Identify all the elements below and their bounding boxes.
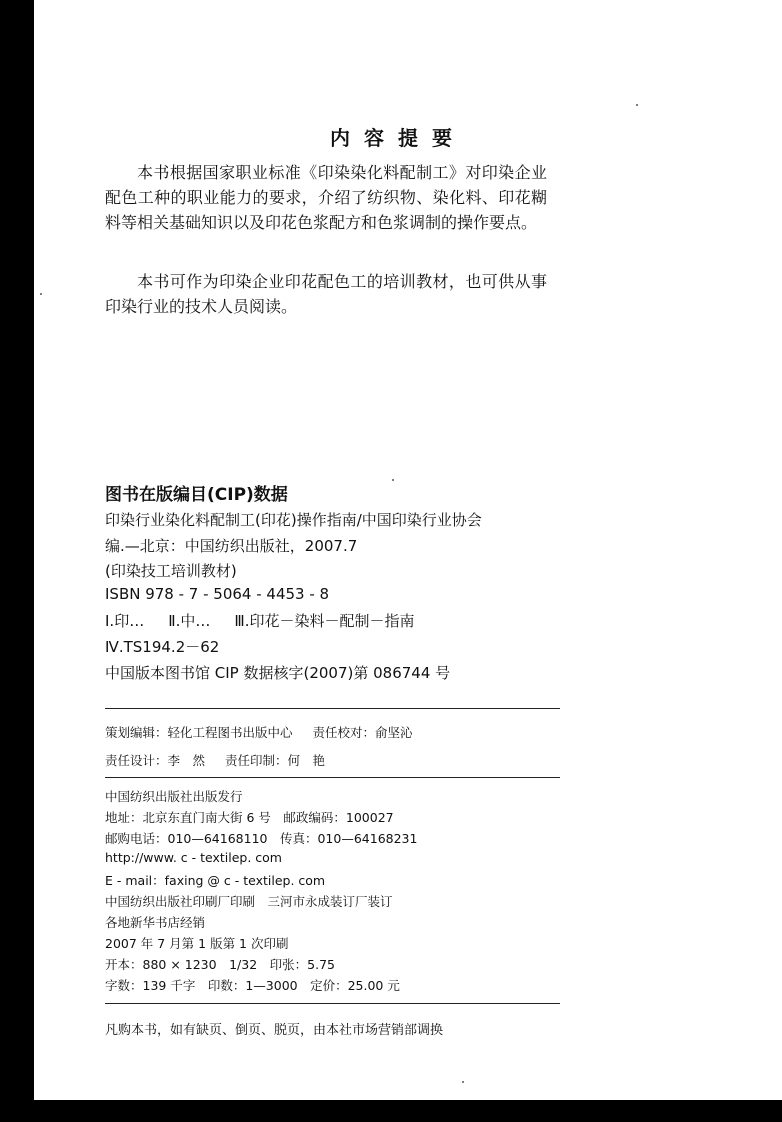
cip-class-number: Ⅳ.TS194.2－62 bbox=[105, 638, 220, 656]
publisher-line: 开本：880 × 1230 1/32 印张：5.75 bbox=[105, 957, 335, 972]
designer: 责任设计：李 然 bbox=[105, 753, 206, 768]
publisher-line: http://www. c - textilep. com bbox=[105, 850, 282, 865]
cip-title: 图书在版编目(CIP)数据 bbox=[105, 485, 288, 505]
cip-record-number: 中国版本图书馆 CIP 数据核字(2007)第 086744 号 bbox=[105, 664, 451, 682]
classification-item: Ⅰ.印… bbox=[105, 612, 145, 630]
summary-title: 内容提要 bbox=[330, 126, 466, 150]
divider bbox=[105, 777, 560, 778]
scan-border-bottom bbox=[0, 1100, 782, 1122]
scan-speck bbox=[636, 104, 638, 106]
classification-item: Ⅲ.印花－染料－配制－指南 bbox=[234, 612, 415, 630]
footer-note: 凡购本书，如有缺页、倒页、脱页，由本社市场营销部调换 bbox=[105, 1023, 444, 1038]
cip-line: 印染行业染化料配制工(印花)操作指南/中国印染行业协会 bbox=[105, 511, 482, 529]
publisher-line: 中国纺织出版社印刷厂印刷 三河市永成装订厂装订 bbox=[105, 894, 393, 909]
classification-item: Ⅱ.中… bbox=[168, 612, 211, 630]
publisher-line: 中国纺织出版社出版发行 bbox=[105, 789, 243, 804]
cip-line: ISBN 978 - 7 - 5064 - 4453 - 8 bbox=[105, 585, 330, 603]
publisher-line: 2007 年 7 月第 1 版第 1 次印刷 bbox=[105, 936, 289, 951]
cip-classification bbox=[105, 610, 565, 631]
publisher-line: 地址：北京东直门南大街 6 号 邮政编码：100027 bbox=[105, 810, 394, 825]
divider bbox=[105, 1003, 560, 1004]
printing-supervisor: 责任印制：何 艳 bbox=[225, 753, 326, 768]
cip-line: 编.—北京：中国纺织出版社，2007.7 bbox=[105, 537, 358, 555]
publisher-line: E - mail：faxing @ c - textilep. com bbox=[105, 873, 326, 888]
divider bbox=[105, 708, 560, 709]
scan-border-left bbox=[0, 0, 34, 1122]
cip-line: (印染技工培训教材) bbox=[105, 562, 237, 580]
scan-speck bbox=[40, 293, 42, 295]
publisher-line: 各地新华书店经销 bbox=[105, 915, 206, 930]
summary-paragraph: 本书可作为印染企业印花配色工的培训教材，也可供从事印染行业的技术人员阅读。 bbox=[105, 272, 547, 316]
proofreader: 责任校对：俞坚沁 bbox=[312, 725, 413, 740]
scan-speck bbox=[392, 479, 394, 481]
credits-row bbox=[105, 723, 413, 741]
planning-editor: 策划编辑：轻化工程图书出版中心 bbox=[105, 725, 293, 740]
publisher-line: 邮购电话：010—64168110 传真：010—64168231 bbox=[105, 831, 418, 846]
scan-speck bbox=[462, 1081, 464, 1083]
summary-paragraph: 本书根据国家职业标准《印染染化料配制工》对印染企业配色工种的职业能力的要求，介绍了纺织物、染化料、印花糊料等相关基础知识以及印花色浆配方和色浆调制的操作要点。 bbox=[105, 163, 547, 232]
credits-row bbox=[105, 751, 325, 769]
publisher-line: 字数：139 千字 印数：1—3000 定价：25.00 元 bbox=[105, 978, 400, 993]
